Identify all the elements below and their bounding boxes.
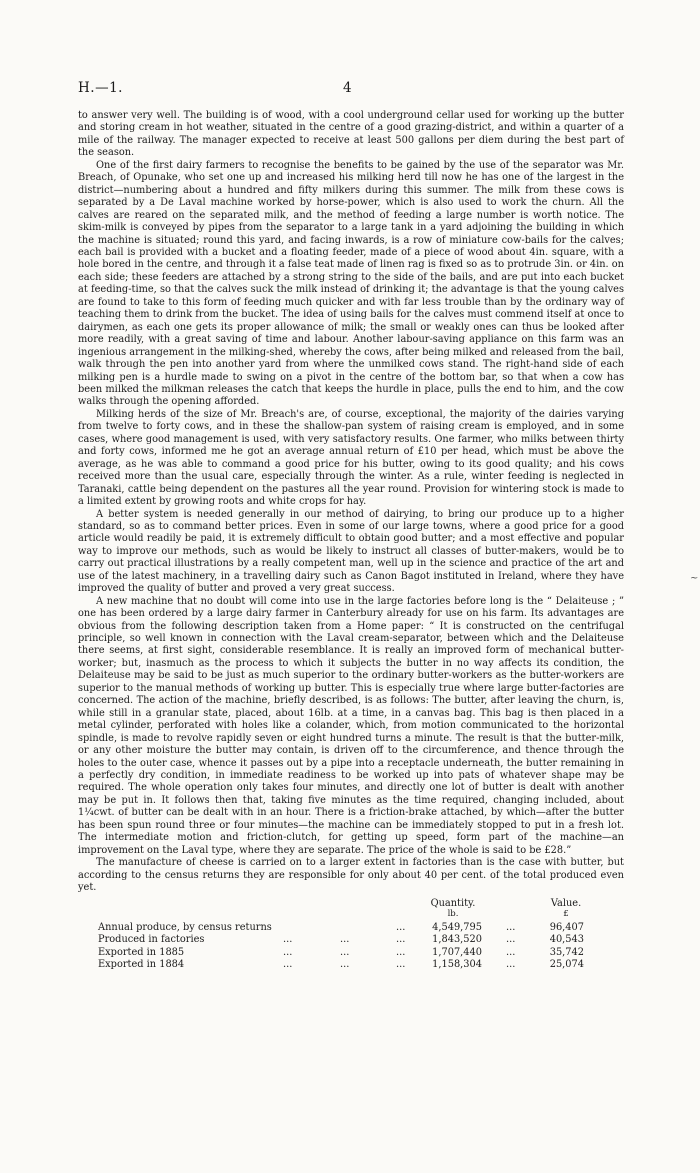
row-quantity: 1,158,304 (432, 959, 482, 971)
leader-dots: ... (396, 921, 406, 933)
leader-dots: ... (396, 934, 406, 946)
produce-table (78, 898, 624, 990)
table-row (78, 947, 624, 960)
document-page (78, 80, 624, 990)
row-value: 35,742 (549, 946, 584, 958)
row-value: 25,074 (549, 959, 584, 971)
leader-dots: ... (396, 959, 406, 971)
paragraph: Milking herds of the size of Mr. Breach's are, of course, exceptional, the majority of the dairies varying from twelve to forty cows, and in these the shallow-pan system of raising cream is employed, and in some cases, where good management is used, with very satisfactory results. One farmer, who milks between thirty and forty cows, informed me he got an average annual return of £10 per head, which must be above the average, as he was able to command a good price for his butter, owing to its good quality; and his cows received more than the usual care, especially through the winter. As a rule, winter feeding is neglected in Taranaki, cattle being dependent on the pastures all the year round. Provision for wintering stock is made to a limited extent by growing roots and white crops for hay. (78, 408, 624, 508)
row-label: Annual produce, by census returns (98, 921, 272, 933)
row-quantity: 1,707,440 (432, 946, 482, 958)
leader-dots: ... (340, 946, 350, 958)
leader-dots: ... (506, 946, 516, 958)
table-row (78, 922, 624, 935)
leader-dots: ... (506, 959, 516, 971)
margin-mark: ~ (690, 573, 699, 584)
row-quantity: 1,843,520 (432, 934, 482, 946)
column-header-value: Value. (550, 897, 582, 909)
page-number: 4 (343, 80, 352, 96)
column-header-quantity: Quantity. (430, 897, 476, 909)
leader-dots: ... (506, 934, 516, 946)
table-row (78, 934, 624, 947)
row-value: 96,407 (549, 921, 584, 933)
paragraph: One of the first dairy farmers to recognise the benefits to be gained by the use of the separator was Mr. Breach, of Opunake, who set one up and increased his milking herd till now he has one of the largest in the district—numbering about a hundred and fifty milkers during this summer. The milk from these cows is separated by a De Laval machine worked by horse-power, which is also used to work the churn. All the calves are reared on the separated milk, and the method of feeding a large number is worth notice. The skim-milk is conveyed by pipes from the separator to a large tank in a yard adjoining the building in which the machine is situated; round this yard, and facing inwards, is a row of miniature cow-bails for the calves; each bail is provided with a bucket and a floating feeder, made of a piece of wood about 4in. square, with a hole bored in the centre, and through it a false teat made of linen rag is fixed so as to protrude 3in. or 4in. on each side; these feeders are attached by a strong string to the side of the bails, and are put into each bucket at feeding-time, so that the calves suck the milk instead of drinking it; the advantage is that the young calves are found to take to this form of feeding much quicker and with far less trouble than by the ordinary way of teaching them to drink from the bucket. The idea of using bails for the calves must commend itself at once to dairymen, as each one gets its proper allowance of milk; the small or weakly ones can thus be looked after more readily, with a great saving of time and labour. Another labour-saving appliance on this farm was an ingenious arrangement in the milking-shed, whereby the cows, after being milked and released from the bail, walk through the pen into another yard from where the unmilked cows stand. The right-hand side of each milking pen is a hurdle made to swing on a pivot in the centre of the bottom bar, so that when a cow has been milked the milkman releases the catch that keeps the hurdle in place, pulls the end to him, and the cow walks through the opening afforded. (78, 159, 624, 408)
paragraph: A better system is needed generally in our method of dairying, to bring our produce up to a higher standard, so as to command better prices. Even in some of our large towns, where a good price for a good article would readily be paid, it is extremely difficult to obtain good butter; and a most effective and popular way to improve our methods, such as would be likely to instruct all classes of butter-makers, would be to carry out practical illustrations by a really competent man, well up in the science and practice of the art and use of the latest machinery, in a travelling dairy such as Canon Bagot instituted in Ireland, where they have improved the quality of butter and proved a very great success. (78, 508, 624, 595)
leader-dots: ... (340, 934, 350, 946)
page-header (78, 80, 624, 102)
leader-dots: ... (283, 959, 293, 971)
column-unit-quantity: lb. (447, 908, 459, 919)
leader-dots: ... (283, 934, 293, 946)
paragraph: to answer very well. The building is of wood, with a cool underground cellar used for working up the butter and storing cream in hot weather, situated in the centre of a good grazing-district, and within a quarter of a mile of the railway. The manager expected to receive at least 500 gallons per diem during the best part of the season. (78, 110, 624, 159)
leader-dots: ... (396, 946, 406, 958)
row-value: 40,543 (549, 934, 584, 946)
row-label: Exported in 1885 (98, 946, 185, 958)
row-quantity: 4,549,795 (432, 921, 482, 933)
table-row (78, 959, 624, 972)
paragraph: The manufacture of cheese is carried on to a larger extent in factories than is the case with butter, but according to the census returns they are responsible for only about 40 per cent. of the total produced even yet. (78, 857, 624, 894)
row-label: Exported in 1884 (98, 959, 185, 971)
leader-dots: ... (506, 921, 516, 933)
leader-dots: ... (340, 959, 350, 971)
body-text (78, 110, 624, 895)
leader-dots: ... (283, 946, 293, 958)
column-unit-value: £ (563, 908, 569, 919)
row-label: Produced in factories (98, 934, 205, 946)
paragraph: A new machine that no doubt will come into use in the large factories before long is the “ Delaiteuse ; ” one has been ordered by a large dairy farmer in Canterbury already for use on his farm. Its advantages are obvious from the following description taken from a Home paper: “ It is constructed on the centrifugal principle, so well known in connection with the Laval cream-separator, between which and the Delaiteuse there seems, at first sight, considerable resemblance. It is really an improved form of mechanical butter-worker; but, inasmuch as the process to which it subjects the butter in no way affects its condition, the Delaiteuse may be said to be just as much superior to the ordinary butter-workers as the butter-workers are superior to the manual methods of working up butter. This is especially true where large butter-factories are concerned. The action of the machine, briefly described, is as follows: The butter, after leaving the churn, is, while still in a granular state, placed, about 16lb. at a time, in a canvas bag. This bag is then placed in a metal cylinder, perforated with holes like a colander, which, from motion communicated to the horizontal spindle, is made to revolve rapidly seven or eight hundred turns a minute. The result is that the butter-milk, or any other moisture the butter may contain, is driven off to the circumference, and thence through the holes to the outer case, whence it passes out by a pipe into a receptacle underneath, the butter remaining in a perfectly dry condition, in immediate readiness to be worked up into pats of whatever shape may be required. The whole operation only takes four minutes, and directly one lot of butter is dealt with another may be put in. It follows then that, taking five minutes as the time required, changing included, about 1¼cwt. of butter can be dealt with in an hour. There is a friction-brake attached, by which—after the butter has been spun round three or four minutes—the machine can be immediately stopped to put in a fresh lot. The intermediate motion and friction-clutch, for getting up speed, form part of the machine—an improvement on the Laval type, where they are separate. The price of the whole is said to be £28.” (78, 595, 624, 856)
document-reference: H.—1. (78, 80, 123, 96)
